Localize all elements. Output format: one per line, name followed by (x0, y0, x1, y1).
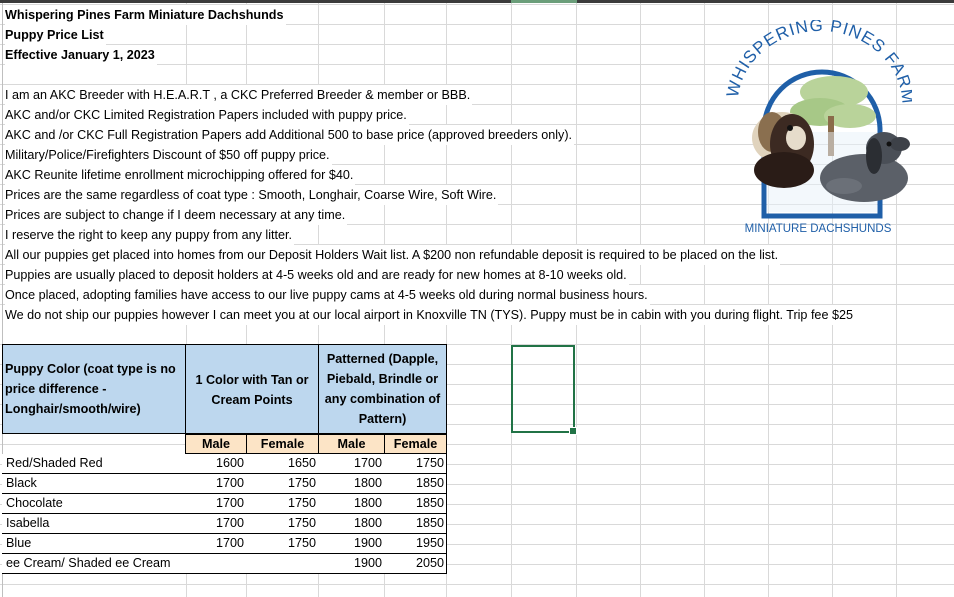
patterned-male-price[interactable]: 1900 (318, 534, 385, 554)
farm-logo-image (724, 20, 912, 242)
note-cell[interactable]: Puppies are usually placed to deposit holders at 4-5 weeks old and are ready for new homes at 8-10 weeks old. (5, 265, 629, 285)
row-gridline (0, 584, 954, 585)
color-cell[interactable]: Black (2, 474, 186, 494)
patterned-male-price[interactable]: 1700 (318, 454, 385, 474)
patterned-male-header[interactable]: Male (318, 434, 385, 454)
color-cell[interactable]: ee Cream/ Shaded ee Cream (2, 554, 186, 574)
solid-female-price[interactable]: 1750 (246, 474, 319, 494)
patterned-female-price[interactable]: 1850 (384, 494, 447, 514)
note-cell[interactable]: AKC Reunite lifetime enrollment microchipping offered for $40. (5, 165, 355, 185)
note-cell[interactable]: I am an AKC Breeder with H.E.A.R.T , a CKC Preferred Breeder & member or BBB. (5, 85, 472, 105)
solid-male-price[interactable]: 1700 (185, 494, 247, 514)
solid-column-header[interactable]: 1 Color with Tan or Cream Points (185, 344, 319, 434)
sheet-top-border (0, 0, 954, 3)
solid-female-price[interactable]: 1650 (246, 454, 319, 474)
patterned-female-header[interactable]: Female (384, 434, 447, 454)
selected-column-indicator (511, 0, 577, 3)
note-cell[interactable]: AKC and /or CKC Full Registration Papers add Additional 500 to base price (approved breeders only). (5, 125, 574, 145)
patterned-column-header[interactable]: Patterned (Dapple, Piebald, Brindle or any combination of Pattern) (318, 344, 447, 434)
list-title-cell[interactable]: Puppy Price List (5, 25, 106, 45)
patterned-female-price[interactable]: 1950 (384, 534, 447, 554)
logo-subtitle: MINIATURE DACHSHUNDS (744, 223, 892, 235)
color-cell[interactable]: Blue (2, 534, 186, 554)
patterned-male-price[interactable]: 1800 (318, 514, 385, 534)
color-cell[interactable]: Isabella (2, 514, 186, 534)
note-cell[interactable]: We do not ship our puppies however I can meet you at our local airport in Knoxville TN (TYS). Puppy must be in cabin with you during flight. Trip fee $25 (5, 305, 855, 325)
column-gridline (704, 3, 705, 597)
farm-logo (724, 20, 912, 242)
solid-male-price[interactable] (185, 554, 247, 574)
patterned-male-price[interactable]: 1800 (318, 494, 385, 514)
patterned-male-price[interactable]: 1800 (318, 474, 385, 494)
effective-date-cell[interactable]: Effective January 1, 2023 (5, 45, 157, 65)
patterned-female-price[interactable]: 2050 (384, 554, 447, 574)
solid-male-price[interactable]: 1700 (185, 514, 247, 534)
solid-female-price[interactable]: 1750 (246, 514, 319, 534)
solid-female-price[interactable] (246, 554, 319, 574)
note-cell[interactable]: AKC and/or CKC Limited Registration Papers included with puppy price. (5, 105, 409, 125)
patterned-female-price[interactable]: 1750 (384, 454, 447, 474)
logo-arc-text: WHISPERING PINES FA (724, 20, 910, 99)
patterned-female-price[interactable]: 1850 (384, 514, 447, 534)
solid-female-header[interactable]: Female (246, 434, 319, 454)
blank-subheader-cell[interactable] (2, 434, 186, 454)
solid-male-header[interactable]: Male (185, 434, 247, 454)
farm-name-cell[interactable]: Whispering Pines Farm Miniature Dachshunds (5, 5, 286, 25)
fill-handle[interactable] (569, 427, 577, 435)
active-cell-selection[interactable] (511, 345, 575, 433)
note-cell[interactable]: Once placed, adopting families have access to our live puppy cams at 4-5 weeks old during normal business hours. (5, 285, 650, 305)
note-cell[interactable]: Military/Police/Firefighters Discount of $50 off puppy price. (5, 145, 332, 165)
color-cell[interactable]: Chocolate (2, 494, 186, 514)
solid-male-price[interactable]: 1700 (185, 474, 247, 494)
color-cell[interactable]: Red/Shaded Red (2, 454, 186, 474)
color-column-header[interactable]: Puppy Color (coat type is no price difference - Longhair/smooth/wire) (2, 344, 186, 434)
patterned-male-price[interactable]: 1900 (318, 554, 385, 574)
solid-female-price[interactable]: 1750 (246, 534, 319, 554)
note-cell[interactable]: Prices are subject to change if I deem necessary at any time. (5, 205, 347, 225)
solid-male-price[interactable]: 1600 (185, 454, 247, 474)
note-cell[interactable]: Prices are the same regardless of coat type : Smooth, Longhair, Coarse Wire, Soft Wire. (5, 185, 498, 205)
solid-female-price[interactable]: 1750 (246, 494, 319, 514)
patterned-female-price[interactable]: 1850 (384, 474, 447, 494)
solid-male-price[interactable]: 1700 (185, 534, 247, 554)
note-cell[interactable]: I reserve the right to keep any puppy from any litter. (5, 225, 294, 245)
note-cell[interactable]: All our puppies get placed into homes from our Deposit Holders Wait list. A $200 non refundable deposit is required to be placed on the list. (5, 245, 780, 265)
